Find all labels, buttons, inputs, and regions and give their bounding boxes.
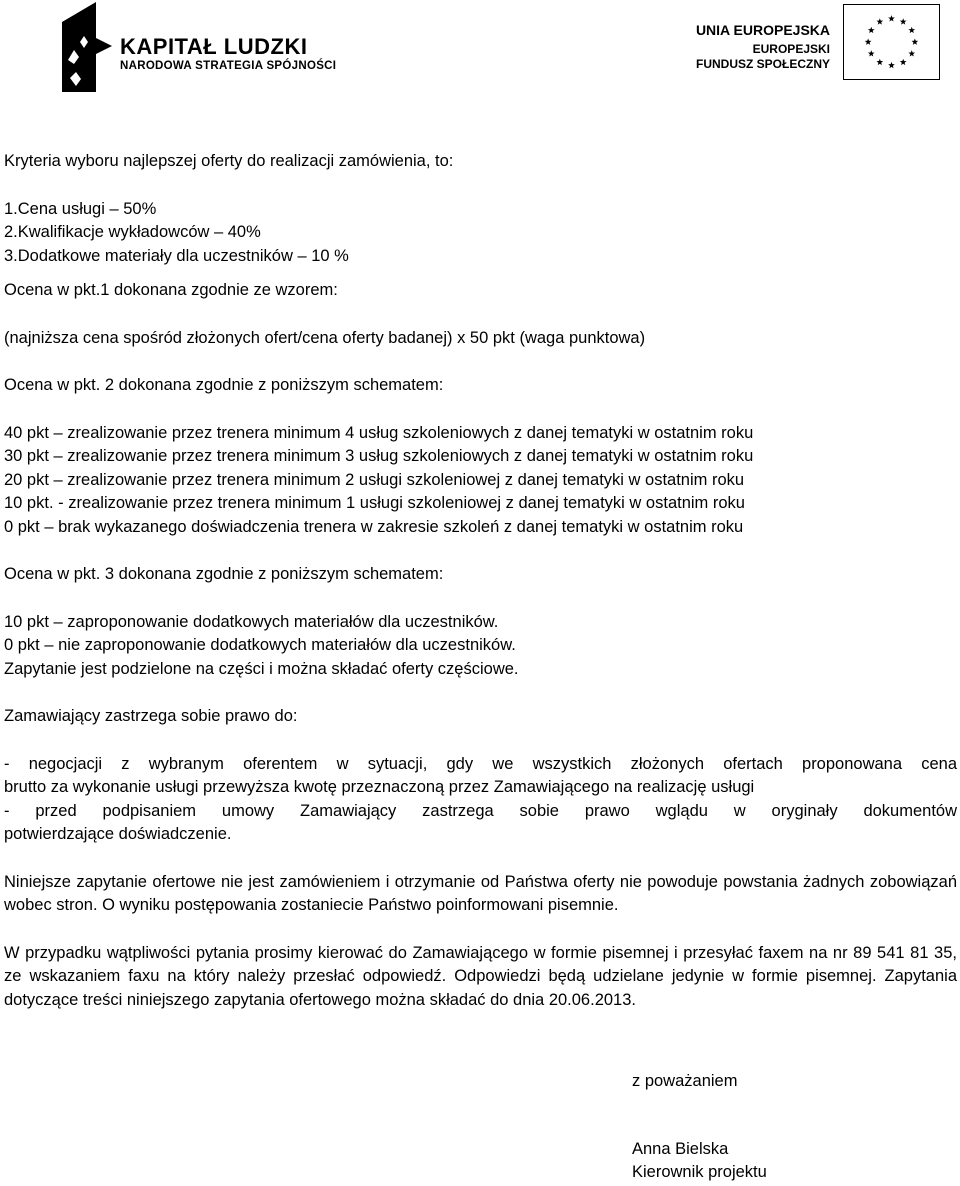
eval2-line-3: 20 pkt – zrealizowanie przez trenera minimum 2 usługi szkoleniowej z danej tematyki w ostatnim roku xyxy=(4,470,745,489)
eu-flag-star xyxy=(900,18,907,24)
eu-flag-star xyxy=(908,27,915,33)
eu-logo xyxy=(684,4,940,84)
reserve-item-2-line-1: - przed podpisaniem umowy Zamawiający zastrzega sobie prawo wglądu w oryginały dokumentów xyxy=(4,801,957,820)
eu-flag-star xyxy=(912,38,919,44)
kapital-ludzki-subtitle: NARODOWA STRATEGIA SPÓJNOŚCI xyxy=(120,60,337,72)
eval2-line-1: 40 pkt – zrealizowanie przez trenera minimum 4 usług szkoleniowych z danej tematyki w ostatnim roku xyxy=(4,423,754,442)
eu-flag-star xyxy=(888,62,895,68)
reserve-item-2-line-2: potwierdzające doświadczenie. xyxy=(4,825,232,843)
eval3-line-3: Zapytanie jest podzielone na części i można składać oferty częściowe. xyxy=(4,659,519,678)
eu-flag-star xyxy=(865,38,872,44)
eval3-line-2: 0 pkt – nie zaproponowanie dodatkowych materiałów dla uczestników. xyxy=(4,636,516,654)
eu-logo-line3: FUNDUSZ SPOŁECZNY xyxy=(695,57,830,71)
eu-logo-line2: EUROPEJSKI xyxy=(752,42,830,56)
eu-flag-star xyxy=(900,59,907,65)
eu-logo-line1: UNIA EUROPEJSKA xyxy=(695,22,830,38)
eu-flag-icon xyxy=(843,4,940,80)
criteria-item-2: 2.Kwalifikacje wykładowców – 40% xyxy=(4,223,261,241)
eval2-line-5: 0 pkt – brak wykazanego doświadczenia trenera w zakresie szkoleń z danej tematyki w ostatnim roku xyxy=(4,517,744,536)
kapital-ludzki-title: KAPITAŁ LUDZKI xyxy=(120,34,308,59)
eval3-heading: Ocena w pkt. 3 dokonana zgodnie z poniższym schematem: xyxy=(4,565,444,583)
signature-closing: z poważaniem xyxy=(632,1072,738,1090)
eval1-formula: (najniższa cena spośród złożonych ofert/cena oferty badanej) x 50 pkt (waga punktowa) xyxy=(4,328,646,347)
kapital-ludzki-emblem-icon xyxy=(62,2,112,92)
page-header xyxy=(0,0,960,100)
kapital-ludzki-logo xyxy=(62,2,337,92)
eu-flag-star xyxy=(908,50,915,56)
reserve-item-1-line-1: - negocjacji z wybranym oferentem w sytuacji, gdy we wszystkich złożonych ofertach proponowana cena xyxy=(4,754,957,773)
reserve-item-1-line-2: brutto za wykonanie usługi przewyższa kwotę przeznaczoną przez Zamawiającego na realizację usługi xyxy=(4,778,755,796)
notice-paragraph: Niniejsze zapytanie ofertowe nie jest zamówieniem i otrzymanie od Państwa oferty nie powoduje powstania żadnych zobowiązań wobec stron. O wyniku postępowania zostaniecie Państwo poinformowani pisemnie. xyxy=(4,872,957,914)
eval2-line-4: 10 pkt. - zrealizowanie przez trenera minimum 1 usługi szkoleniowej z danej tematyki w ostatnim roku xyxy=(4,494,745,512)
eval2-line-2: 30 pkt – zrealizowanie przez trenera minimum 3 usług szkoleniowych z danej tematyki w ostatnim roku xyxy=(4,447,754,465)
document-body xyxy=(4,150,957,1012)
eu-flag-star xyxy=(868,50,875,56)
eu-flag-star xyxy=(888,15,895,21)
reserve-heading: Zamawiający zastrzega sobie prawo do: xyxy=(4,707,298,725)
eval3-line-1: 10 pkt – zaproponowanie dodatkowych materiałów dla uczestników. xyxy=(4,612,499,631)
contact-paragraph: W przypadku wątpliwości pytania prosimy kierować do Zamawiającego w formie pisemnej i przesyłać faxem na nr 89 541 81 35, ze wskazaniem faxu na który należy przesłać odpowiedź. Odpowiedzi będą udzielane jedynie w formie pisemnej. Zapytania dotyczące treści niniejszego zapytania ofertowego można składać do dnia 20.06.2013. xyxy=(4,943,957,1009)
signature-name: Anna Bielska xyxy=(632,1140,729,1158)
eval1-heading: Ocena w pkt.1 dokonana zgodnie ze wzorem: xyxy=(4,281,338,299)
eu-flag-star xyxy=(876,59,883,65)
criteria-item-3: 3.Dodatkowe materiały dla uczestników – 10 % xyxy=(4,246,349,265)
signature-role: Kierownik projektu xyxy=(632,1163,767,1181)
criteria-item-1: 1.Cena usługi – 50% xyxy=(4,199,157,218)
criteria-intro: Kryteria wyboru najlepszej oferty do realizacji zamówienia, to: xyxy=(4,152,454,170)
eval2-heading: Ocena w pkt. 2 dokonana zgodnie z poniższym schematem: xyxy=(4,376,444,394)
eu-flag-star xyxy=(876,18,883,24)
eu-flag-star xyxy=(868,27,875,33)
